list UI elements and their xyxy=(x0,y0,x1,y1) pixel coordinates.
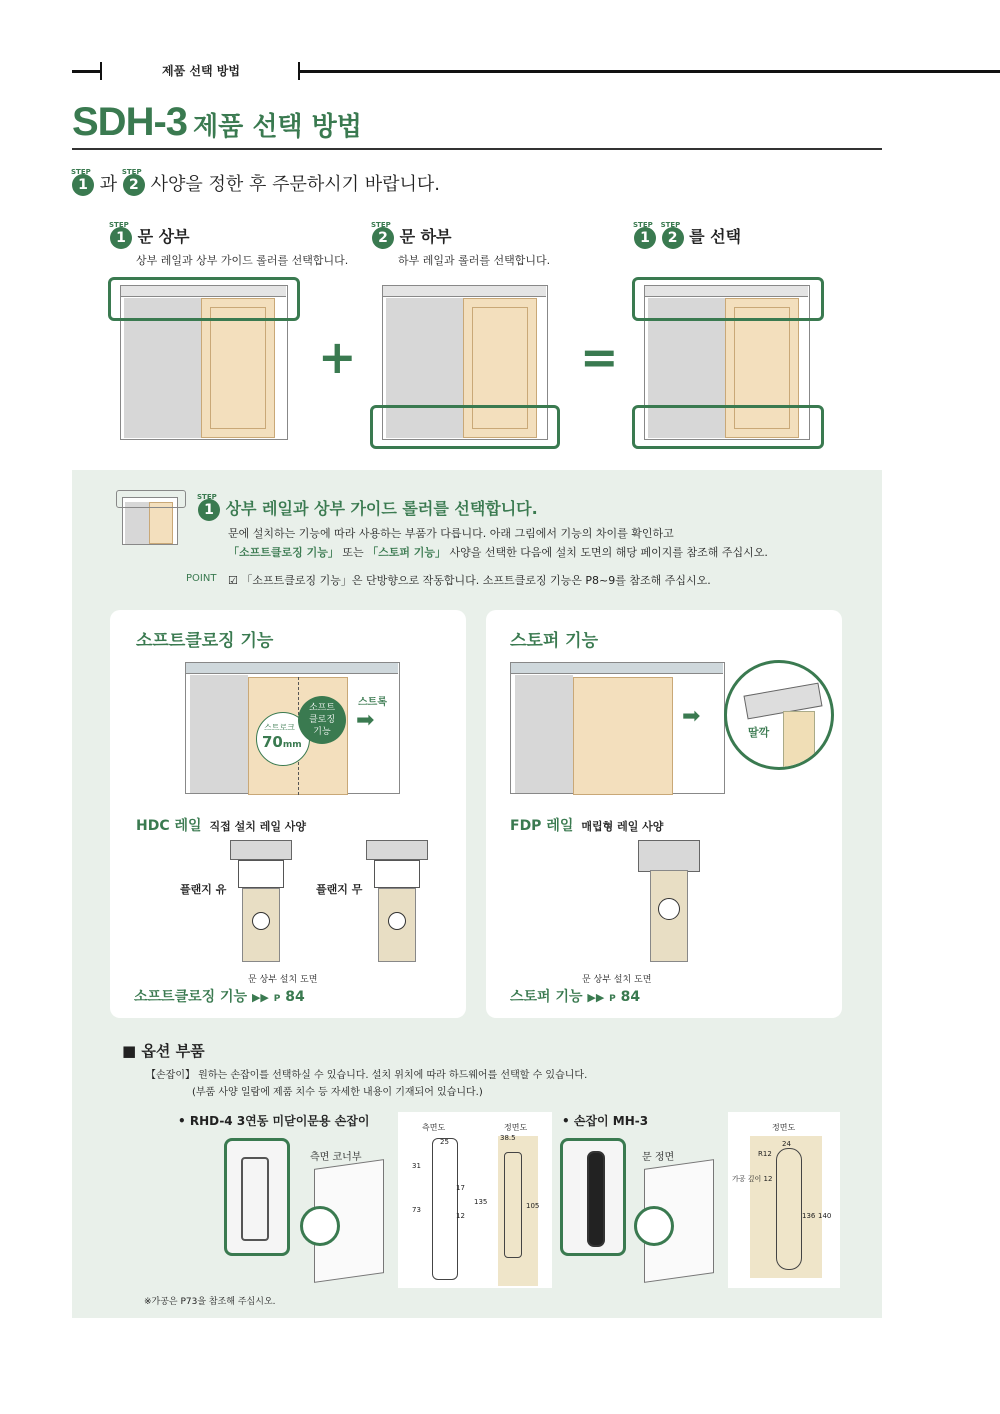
title-underline xyxy=(72,148,882,150)
soft-closing-badge-text: 소프트 클로징 기능 xyxy=(308,703,336,737)
point-label: POINT xyxy=(186,573,217,584)
stopper-detail-circle xyxy=(724,660,834,770)
stopper-title: 스토퍼 기능 xyxy=(510,631,599,651)
model-name: SDH-3 xyxy=(72,100,188,144)
intro-step1-badge: STEP 1 xyxy=(72,174,94,196)
stopper-drawing-caption: 문 상부 설치 도면 xyxy=(582,975,652,985)
stopper-page-link[interactable]: 스토퍼 기능 ▶▶ P 84 xyxy=(510,989,641,1005)
item1-dim-25: 25 xyxy=(440,1138,449,1146)
step1-section-line2: 「소프트클로징 기능」 또는 「스토퍼 기능」 사양을 선택한 다음에 설치 도면의 해당 페이지를 참조해 주십시오. xyxy=(228,546,768,559)
intro-connector: 과 xyxy=(99,174,118,195)
item1-dimension-drawing: 측면도 정면도 25 38.5 135 105 73 17 12 31 xyxy=(398,1112,552,1288)
stroke-label: 스트로크 xyxy=(264,723,295,732)
soft-drawing-caption: 문 상부 설치 도면 xyxy=(248,975,318,985)
soft-closing-arrow: ➡ xyxy=(356,708,375,733)
hdc-rail-label: HDC 레일 직접 설치 레일 사양 xyxy=(136,818,307,834)
option-item1-title: • RHD-4 3연동 미닫이문용 손잡이 xyxy=(178,1114,370,1128)
item1-dim-135: 135 xyxy=(474,1198,488,1206)
highlight-combined-bottom xyxy=(632,405,824,449)
flange-yes-label: 플랜지 유 xyxy=(180,883,227,896)
item1-dim-38-5: 38.5 xyxy=(500,1134,516,1142)
step1-mini-highlight xyxy=(116,490,186,508)
intro-line xyxy=(72,170,440,196)
intro-text: 사양을 정한 후 주문하시기 바랍니다. xyxy=(150,174,441,195)
options-line1: 【손잡이】 원하는 손잡이를 선택하실 수 있습니다. 설치 위치에 따라 하드웨어를 선택할 수 있습니다. xyxy=(146,1070,588,1081)
item2-dimension-drawing: 정면도 24 R12 가공 깊이 12 136 140 xyxy=(728,1112,840,1288)
step2-title: 문 하부 xyxy=(399,227,452,246)
item2-dim-136: 136 xyxy=(802,1212,816,1220)
item1-dim-73: 73 xyxy=(412,1206,421,1214)
step1-section-title: 상부 레일과 상부 가이드 롤러를 선택합니다. xyxy=(225,499,538,518)
stroke-value: 70mm xyxy=(262,733,302,751)
item2-dim-140: 140 xyxy=(818,1212,832,1220)
item1-dim-12: 12 xyxy=(456,1212,465,1220)
highlight-combined-top xyxy=(632,277,824,321)
item2-dim-depth: 가공 깊이 12 xyxy=(732,1175,773,1183)
header-rule-right xyxy=(300,70,1000,73)
options-footnote: ※가공은 P73을 참조해 주십시오. xyxy=(144,1297,276,1307)
step1-section-line1: 문에 설치하는 기능에 따라 사용하는 부품가 다릅니다. 아래 그림에서 기능의 차이를 확인하고 xyxy=(228,527,674,540)
option-item2-title: • 손잡이 MH-3 xyxy=(562,1114,649,1128)
item2-dim-24: 24 xyxy=(782,1140,791,1148)
item1-dim-105: 105 xyxy=(526,1202,540,1210)
item1-zoom-circle xyxy=(300,1206,340,1246)
step1-title: 문 상부 xyxy=(137,227,190,246)
item1-dim-17: 17 xyxy=(456,1184,465,1192)
flange-no-label: 플랜지 무 xyxy=(316,883,363,896)
plus-operator: + xyxy=(318,330,357,384)
options-line2: (부품 사양 일람에 제품 치수 등 자세한 내용이 기재되어 있습니다.) xyxy=(192,1087,483,1098)
fdp-drawing xyxy=(636,840,700,960)
step1-section-header: STEP 1 상부 레일과 상부 가이드 롤러를 선택합니다. xyxy=(198,496,538,521)
step12-header: STEP 1 STEP 2 를 선택 xyxy=(634,224,741,249)
item1-corner-label: 측면 코너부 xyxy=(310,1152,362,1163)
step2-desc: 하부 레일과 롤러를 선택합니다. xyxy=(398,254,551,267)
click-label: 딸깍 xyxy=(748,726,770,739)
item1-dim-31: 31 xyxy=(412,1162,421,1170)
soft-closing-title: 소프트클로징 기능 xyxy=(136,631,274,651)
equals-operator: = xyxy=(580,330,619,384)
item2-dim-r12: R12 xyxy=(758,1150,772,1158)
step1-header: STEP 1 문 상부 xyxy=(110,224,190,249)
highlight-top-rail xyxy=(108,277,300,321)
hdc-drawing-flange-no xyxy=(364,840,428,960)
page-title xyxy=(72,100,362,145)
stroke-arrow-label: 스트록 xyxy=(358,697,387,708)
header-rule-left xyxy=(72,70,100,73)
step2-header: STEP 2 문 하부 xyxy=(372,224,452,249)
intro-step2-badge: STEP 2 xyxy=(123,174,145,196)
soft-closing-page-link[interactable]: 소프트클로징 기능 ▶▶ P 84 xyxy=(134,989,305,1005)
step1-desc: 상부 레일과 상부 가이드 롤러를 선택합니다. xyxy=(136,254,349,267)
point-text: ☑ 「소프트클로징 기능」은 단방향으로 작동합니다. 소프트클로징 기능은 P8~9를 참조해 주십시오. xyxy=(228,574,711,587)
header-section-label: 제품 선택 방법 xyxy=(162,64,240,78)
title-text: 제품 선택 방법 xyxy=(193,112,362,142)
mh3-handle-image xyxy=(560,1138,626,1256)
stopper-arrow: ➡ xyxy=(682,704,701,729)
highlight-bottom-rail xyxy=(370,405,560,449)
header-tick-left xyxy=(100,62,102,80)
step12-title: 를 선택 xyxy=(689,227,742,246)
options-heading: ■ 옵션 부품 xyxy=(122,1042,205,1060)
hdc-drawing-flange-yes xyxy=(228,840,292,960)
rhd4-handle-image xyxy=(224,1138,290,1256)
item2-front-label: 문 정면 xyxy=(642,1152,675,1163)
fdp-rail-label: FDP 레일 매립형 레일 사양 xyxy=(510,818,664,834)
item2-zoom-circle xyxy=(634,1206,674,1246)
